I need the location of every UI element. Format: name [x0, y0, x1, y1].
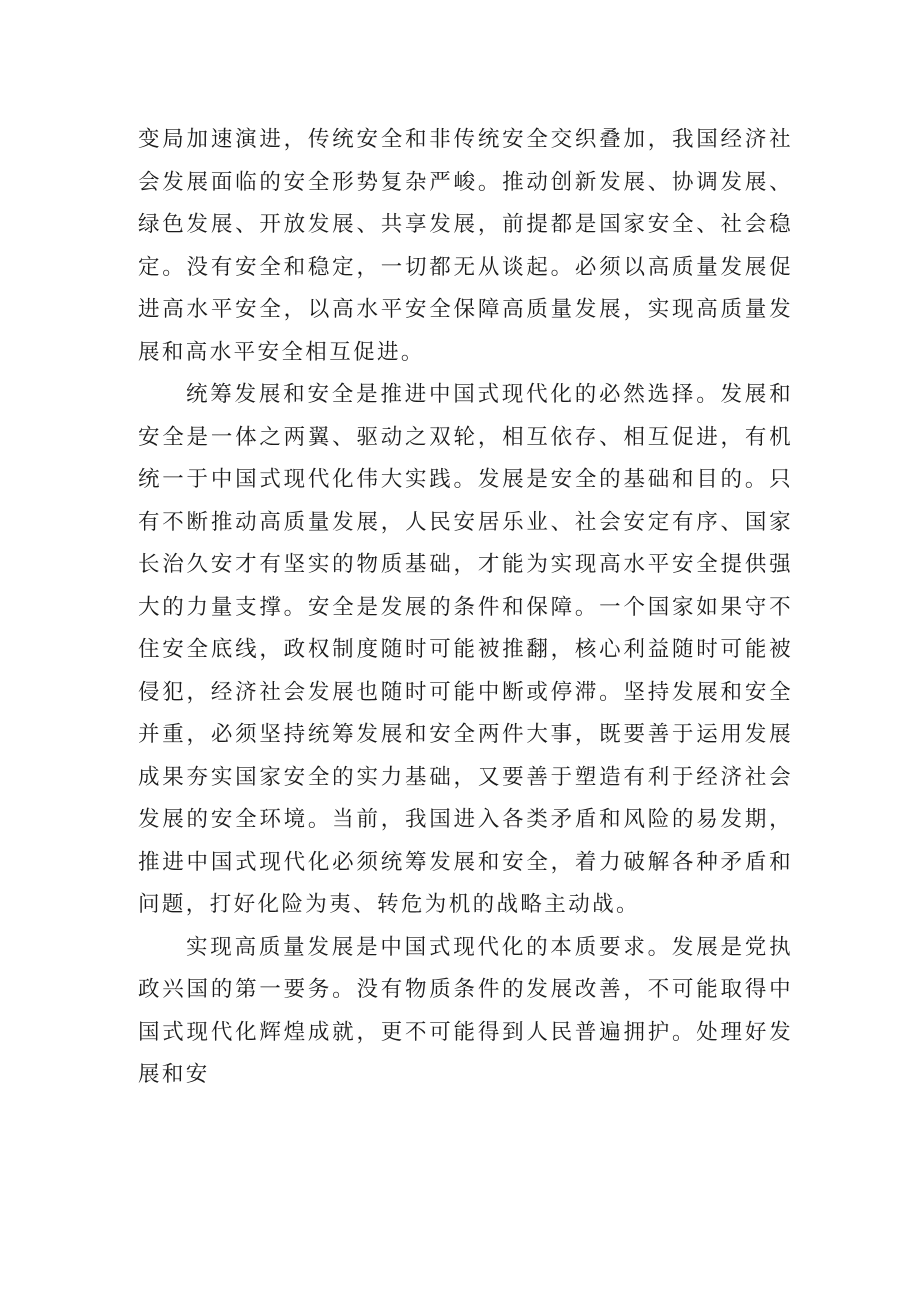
paragraph-high-quality-development: 实现高质量发展是中国式现代化的本质要求。发展是党执政兴国的第一要务。没有物质条件的发展改善，不可能取得中国式现代化辉煌成就，更不可能得到人民普遍拥护。处理好发展和安	[138, 934, 793, 1087]
paragraph-continued: 变局加速演进，传统安全和非传统安全交织叠加，我国经济社会发展面临的安全形势复杂严峻。推动创新发展、协调发展、绿色发展、开放发展、共享发展，前提都是国家安全、社会稳定。没有安全和稳定，一切都无从谈起。必须以高质量发展促进高水平安全，以高水平安全保障高质量发展，实现高质量发展和高水平安全相互促进。	[138, 127, 793, 365]
document-page	[138, 119, 793, 1097]
paragraph-development-and-security: 统筹发展和安全是推进中国式现代化的必然选择。发展和安全是一体之两翼、驱动之双轮，相互依存、相互促进，有机统一于中国式现代化伟大实践。发展是安全的基础和目的。只有不断推动高质量发展，人民安居乐业、社会安定有序、国家长治久安才有坚实的物质基础，才能为实现高水平安全提供强大的力量支撑。安全是发展的条件和保障。一个国家如果守不住安全底线，政权制度随时可能被推翻，核心利益随时可能被侵犯，经济社会发展也随时可能中断或停滞。坚持发展和安全并重，必须坚持统筹发展和安全两件大事，既要善于运用发展成果夯实国家安全的实力基础，又要善于塑造有利于经济社会发展的安全环境。当前，我国进入各类矛盾和风险的易发期，推进中国式现代化必须统筹发展和安全，着力破解各种矛盾和问题，打好化险为夷、转危为机的战略主动战。	[138, 382, 793, 917]
